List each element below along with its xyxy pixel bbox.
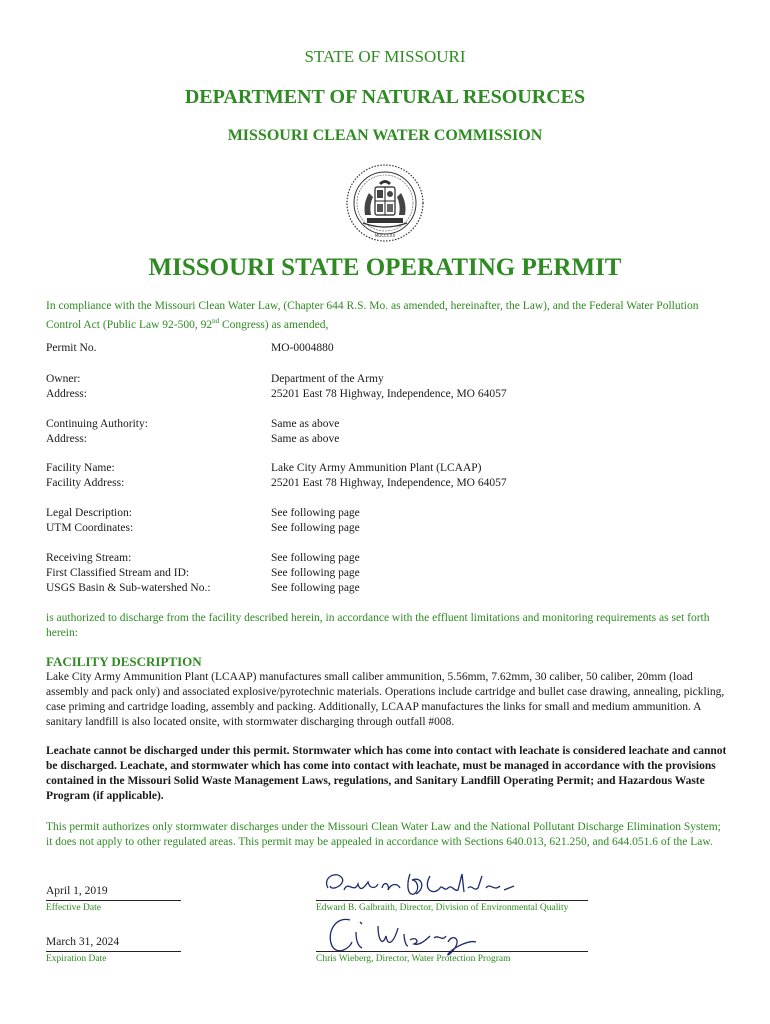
authorization-paragraph: This permit authorizes only stormwater discharges under the Missouri Clean Water Law and the National Pollutant Discharge Elimination System; it does not apply to other regulated areas. This permit may be appealed in accordance with Sections 640.013, 621.250, and 644.051.6 of the Law. [46, 821, 721, 848]
owner-address-label: Address: [46, 388, 87, 400]
receiving-stream-label: Receiving Stream: [46, 552, 132, 564]
leachate-statement: Leachate cannot be discharged under this permit. Stormwater which has come into contact with leachate is considered leachate and cannot be discharged. Leachate, and stormwater which has come into contact with leachate, must be managed in accordance with the provisions contained in the Missouri Solid Waste Management Laws, regulations, and Sanitary Landfill Operating Permit; and Hazardous Waste Program (if applicable). [46, 745, 727, 802]
receiving-stream-value: See following page [271, 552, 360, 564]
svg-text:MDCCCXX: MDCCCXX [374, 233, 396, 238]
continuing-address-label: Address: [46, 433, 87, 445]
expiration-date-value: March 31, 2024 [46, 936, 181, 952]
owner-value: Department of the Army [271, 373, 384, 385]
department-heading: DEPARTMENT OF NATURAL RESOURCES [184, 86, 586, 108]
continuing-authority-value: Same as above [271, 418, 340, 430]
classified-stream-value: See following page [271, 567, 360, 579]
permit-no-label: Permit No. [46, 342, 97, 354]
utm-coordinates-label: UTM Coordinates: [46, 522, 134, 534]
permit-title: MISSOURI STATE OPERATING PERMIT [148, 254, 622, 281]
signature-line-2 [316, 951, 588, 952]
signature-line-1 [316, 900, 588, 901]
effective-date-value: April 1, 2019 [46, 885, 181, 901]
effective-date-label: Effective Date [46, 903, 101, 913]
legal-description-value: See following page [271, 507, 360, 519]
continuing-address-value: Same as above [271, 433, 340, 445]
director-2-caption: Chris Wieberg, Director, Water Protection Program [316, 954, 511, 964]
owner-address-value: 25201 East 78 Highway, Independence, MO 64057 [271, 388, 507, 400]
intro-paragraph: In compliance with the Missouri Clean Water Law, (Chapter 644 R.S. Mo. as amended, hereinafter, the Law), and the Federal Water Pollution Control Act (Public Law 92-500, 92nd Congress) as amended, [46, 300, 699, 331]
expiration-date-label: Expiration Date [46, 954, 107, 964]
facility-description-text: Lake City Army Ammunition Plant (LCAAP) manufactures small caliber ammunition, 5.56mm, 7.62mm, 30 caliber, 50 caliber, 20mm (load assembly and pack only) and associated explosive/pyrotechnic materials. Operations include cartridge and bullet case drawing, annealing, pickling, case priming and cartridge loading, assembly and packing. Additionally, LCAAP manufactures the links for small and medium ammunition. A sanitary landfill is also located onsite, with stormwater discharging through outfall #008. [46, 671, 725, 728]
permit-no-value: MO-0004880 [271, 342, 334, 354]
facility-address-label: Facility Address: [46, 477, 125, 489]
commission-heading: MISSOURI CLEAN WATER COMMISSION [227, 127, 543, 144]
facility-description-heading: FACILITY DESCRIPTION [46, 654, 202, 669]
facility-address-value: 25201 East 78 Highway, Independence, MO 64057 [271, 477, 507, 489]
facility-name-label: Facility Name: [46, 462, 115, 474]
authorized-statement: is authorized to discharge from the facility described herein, in accordance with the effluent limitations and monitoring requirements as set forth herein: [46, 612, 710, 639]
classified-stream-label: First Classified Stream and ID: [46, 567, 190, 579]
state-heading: STATE OF MISSOURI [304, 47, 466, 66]
facility-name-value: Lake City Army Ammunition Plant (LCAAP) [271, 462, 482, 474]
owner-label: Owner: [46, 373, 81, 385]
usgs-basin-value: See following page [271, 582, 360, 594]
utm-coordinates-value: See following page [271, 522, 360, 534]
continuing-authority-label: Continuing Authority: [46, 418, 148, 430]
missouri-state-seal [345, 163, 425, 243]
legal-description-label: Legal Description: [46, 507, 132, 519]
usgs-basin-label: USGS Basin & Sub-watershed No.: [46, 582, 211, 594]
director-1-caption: Edward B. Galbraith, Director, Division of Environmental Quality [316, 903, 569, 913]
